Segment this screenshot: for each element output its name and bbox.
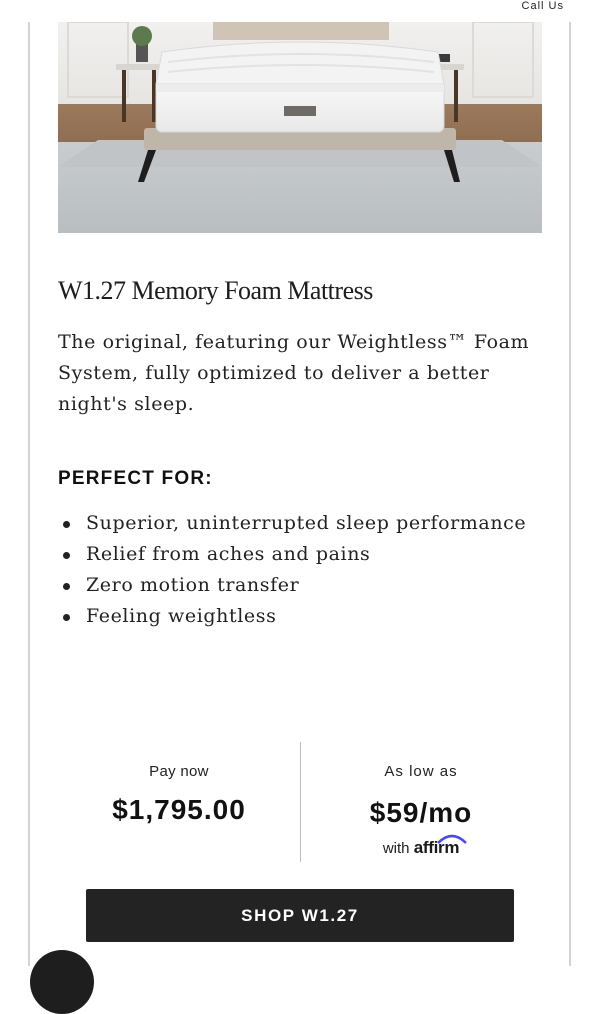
product-title: W1.27 Memory Foam Mattress (58, 276, 373, 305)
financing-label: As low as (384, 763, 458, 780)
pay-now-price: $1,795.00 (112, 794, 246, 825)
affirm-financing[interactable] (301, 838, 541, 858)
list-item-text: Relief from aches and pains (86, 543, 371, 565)
bullet-icon (63, 521, 70, 528)
list-item-text: Feeling weightless (86, 605, 277, 627)
affirm-arc-icon (436, 832, 468, 844)
bullet-icon (63, 552, 70, 559)
product-image (58, 22, 542, 233)
product-description: The original, featuring our Weightless™ Foam System, fully optimized to deliver a better night's sleep. (58, 331, 530, 415)
card-border-left (28, 22, 30, 966)
call-us-link[interactable]: Call Us (521, 0, 564, 12)
list-item (58, 508, 538, 539)
with-text: with (382, 840, 410, 857)
chat-icon[interactable] (30, 950, 94, 1014)
pay-now-label: Pay now (149, 763, 209, 780)
affirm-logo-icon (414, 838, 459, 857)
bullet-icon (63, 583, 70, 590)
list-item-text: Superior, uninterrupted sleep performance (86, 512, 527, 534)
perfect-for-heading: PERFECT FOR: (58, 468, 213, 489)
shop-button[interactable]: SHOP W1.27 (86, 889, 514, 942)
card-border-right (569, 22, 571, 966)
list-item (58, 570, 538, 601)
perfect-for-list (58, 508, 538, 632)
list-item (58, 601, 538, 632)
affirm-text: affirm (413, 838, 460, 857)
list-item-text: Zero motion transfer (86, 574, 300, 596)
bullet-icon (63, 614, 70, 621)
list-item (58, 539, 538, 570)
financing-price: $59/mo (369, 797, 473, 828)
